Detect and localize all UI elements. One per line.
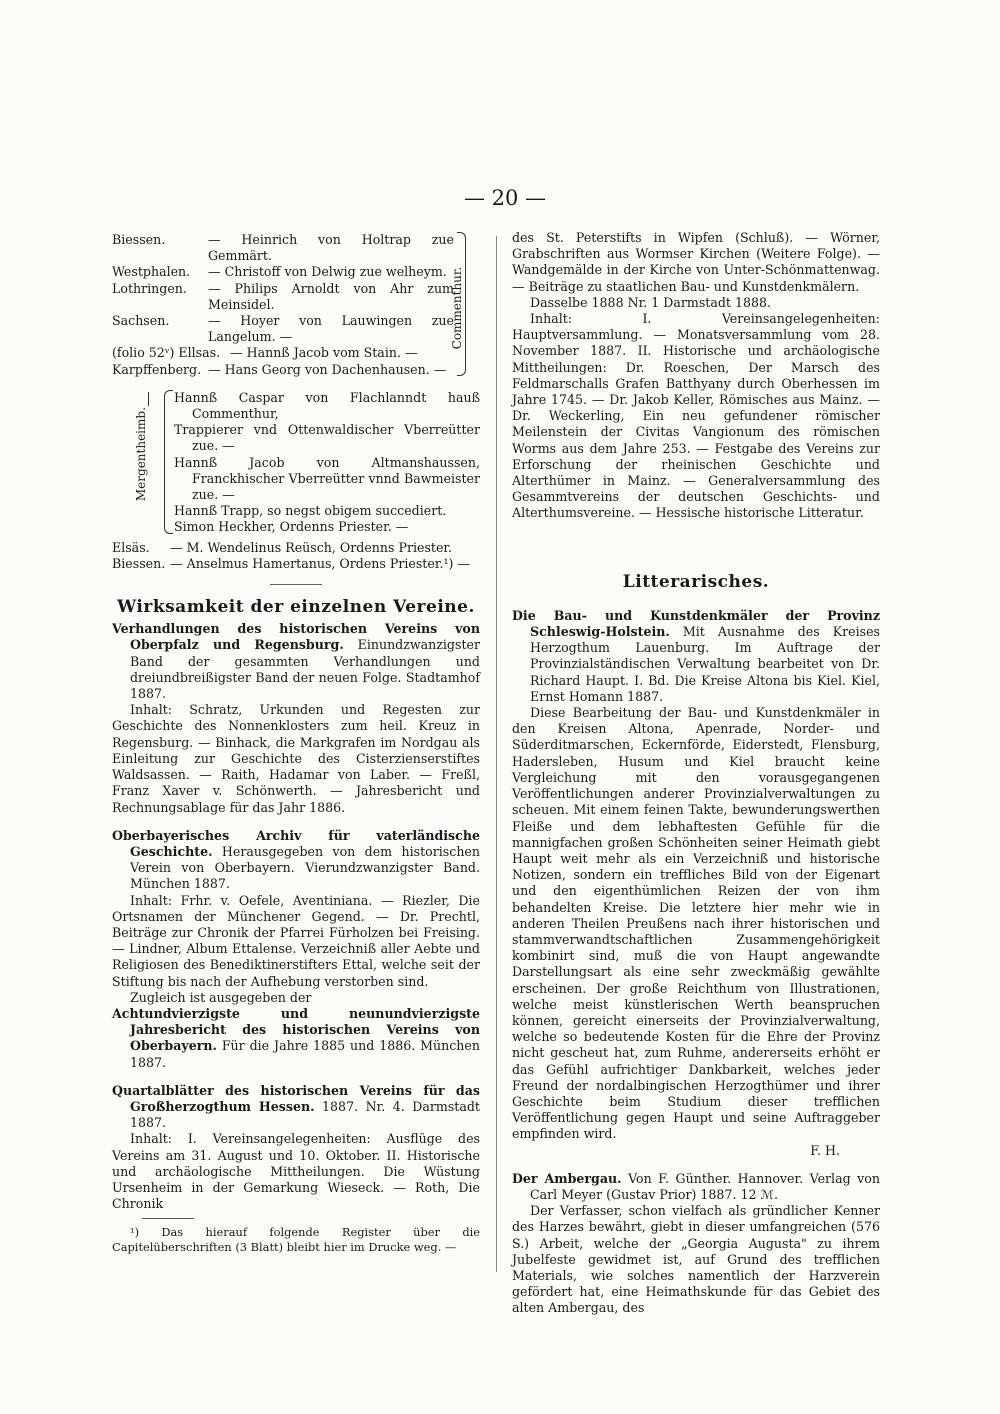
section-title: Wirksamkeit der einzelnen Vereine. [117,597,475,618]
page-number: — 20 — [463,186,547,210]
brace-left [164,390,173,534]
entry-inhalt: Inhalt: I. Vereinsangelegenheiten: Ausflüge des Vereins am 31. August und 10. Oktober. II. Historische und archäologische Mittheilungen. Die Wüstung Ursenheim in der Gemarkung Wieseck. — Roth, Die Chronik [112,1131,480,1212]
list-item: Biessen. — Anselmus Hamertanus, Ordens Priester.¹) — [112,555,471,571]
list-item: Biessen. — Heinrich von Holtrap zue Gemmärt. [112,232,454,264]
list-item: Lothringen. — Philips Arnoldt von Ahr zum Meinsidel. [112,280,454,312]
review-text: Der Verfasser, schon vielfach als gründlicher Kenner des Harzes bewährt, giebt in dieser umfangreichen (576 S.) Arbeit, welche der „Georgia Augusta" zu ihrem Jubelfeste gewidmet ist, auf Grund des trefflichen Materials, wie solches namentlich der Harzverein gefördert hat, eine Heimathskunde für das Gebiet des alten Ambergau, des [512,1203,880,1316]
list-item: Hannß Caspar von Flachlanndt hauß Commenthur, [174,389,480,422]
entry-note: Zugleich ist ausgegeben der [130,989,312,1005]
list-item: Karpffenberg. — Hans Georg von Dachenhausen. — [112,361,447,377]
list-item: Hannß Trapp, so negst obigem succediert. [174,503,447,519]
list-item: Sachsen. — Hoyer von Lauwingen zue Langelum. — [112,313,454,345]
section-title: Litterarisches. [622,571,770,592]
entry-oberbayerisches-archiv: Oberbayerisches Archiv für vaterländische Geschichte. Herausgegeben von dem historischen Verein von Oberbayern. Vierundzwanzigster Band. München 1887. [112,827,480,892]
review-bau-kunstdenkmaeler: Die Bau- und Kunstdenkmäler der Provinz Schleswig-Holstein. Mit Ausnahme des Kreises Herzogthum Lauenburg. Im Auftrage der Provinzialständischen Verwaltung bearbeitet von Dr. Richard Haupt. I. Bd. Die Kreise Altona bis Kiel. Kiel, Ernst Homann 1887. [512,607,880,704]
entry-inhalt: Inhalt: I. Vereinsangelegenheiten: Hauptversammlung. — Monatsversammlung vom 28. November 1887. II. Historische und archäologische Mittheilungen: Dr. Roeschen, Der Marsch des Feldmarschalls Grafen Batthyany durch Oberhessen im Jahre 1745. — Dr. Jakob Keller, Römisches aus Mainz. — Dr. Weckerling, Ein neu gefundener römischer Meilenstein der Civitas Vangionum des römischen Worms aus dem Jahre 253. — Festgabe des Vereins zur Erforschung der rheinischen Geschichte und Alterthümer in Mainz. — Generalversammlung des Gesammtvereins der deutschen Geschichts- und Alterthumsvereine. — Hessische historische Litteratur. [512,311,880,521]
column-divider [496,236,497,1272]
mergentheim-list [112,390,480,536]
entry-inhalt: Inhalt: Schratz, Urkunden und Regesten zur Geschichte des Nonnenklosters zum heil. Kreuz in Regensburg. — Binhack, die Markgrafen im Nordgau als Einleitung zur Geschichte des Cisterzienserstiftes Waldsassen. — Raith, Hadamar von Laber. — Freßl, Franz Xaver v. Schönwerth. — Jahresbericht und Rechnungsablage für das Jahr 1886. [112,702,480,815]
review-text: Diese Bearbeitung der Bau- und Kunstdenkmäler in den Kreisen Altona, Apenrade, Norder- und Süderditmarschen, Eckernförde, Eiderstedt, Flensburg, Hadersleben, Husum und Kiel braucht keine Vergleichung mit den vorausgegangenen Veröffentlichungen anderer Provinzialverwaltungen zu scheuen. Mit einem feinen Takte, bewunderungswerthen Fleiße und dem lebhaftesten Gefühle für die mannigfachen großen Schönheiten seiner Heimath giebt Haupt weit mehr als ein Verzeichniß und historische Notizen, sondern ein treffliches Bild von der Eigenart und den eigenthümlichen Reizen der von ihm behandelten Kreise. Die letztere hier mehr wie in anderen Theilen Preußens nach ihrer historischen und stammverwandtschaftlichen Zusammengehörigkeit kombinirt sind, muß die von Haupt angewandte Darstellungsart als eine sehr zweckmäßig gewählte erscheinen. Der große Reichthum von Illustrationen, welche meist künstlerischen Werth beanspruchen können, gereicht einerseits der Provinzialverwaltung, welche so bedeutende Kosten für die Ehre der Provinz nicht gescheut hat, zum Ruhme, andererseits erhöht er das Gefühl aufrichtiger Dankbarkeit, welches jeder Freund der nordalbingischen Herzogthümer und ihrer Geschichte beim Studium dieser trefflichen Veröffentlichung gegen Haupt und seine Auftraggeber empfinden wird. [512,705,880,1142]
footnote-rule [142,1218,194,1219]
list-item: (folio 52ᵛ) Ellsas. — Hannß Jacob vom Stain. — [112,345,418,361]
list-item: Simon Heckher, Ordenns Priester. — [174,519,409,535]
brace-tick [148,392,149,406]
separator-rule [270,584,322,585]
continued-text: des St. Peterstifts in Wipfen (Schluß). — Wörner, Grabschriften aus Wormser Kirchen (Weitere Folge). — Wandgemälde in der Kirche von Unter-Schönmattenwag. — Beiträge zu staatlichen Bau- und Kunstdenkmälern. [512,230,880,294]
footnote: ¹) Das hierauf folgende Register über die Capitelüberschriften (3 Blatt) bleibt hier im Drucke weg. — [112,1225,480,1254]
entry-inhalt: Inhalt: Frhr. v. Oefele, Aventiniana. — Riezler, Die Ortsnamen der Münchener Gegend. — Dr. Prechtl, Beiträge zur Chronik der Pfarrei Fürholzen bei Freising. — Lindner, Album Ettalense. Verzeichniß aller Aebte und Religiosen des Benediktinerstifters Ettal, welche seit der Stiftung bis nach der Aufhebung verstorben sind. [112,892,480,989]
list-item: Elsäs. — M. Wendelinus Reüsch, Ordenns Priester. [112,539,453,555]
review-ambergau: Der Ambergau. Von F. Günther. Hannover. Verlag von Carl Meyer (Gustav Prior) 1887. 12 ℳ. [512,1170,880,1202]
review-signature: F. H. [810,1142,840,1158]
entry-verhandlungen: Verhandlungen des historischen Vereins von Oberpfalz und Regensburg. Einundzwanzigster Band der gesammten Verhandlungen und dreiundbreißigster Band der neuen Folge. Stadtamhof 1887. [112,621,480,702]
mergentheim-label: Mergentheimb. [133,406,148,501]
list-item: Trappierer vnd Ottenwaldischer Vberreütter zue. — [174,422,480,454]
entry-quartalblaetter: Quartalblätter des historischen Vereins für das Großherzogthum Hessen. 1887. Nr. 4. Darmstadt 1887. [112,1082,480,1131]
right-column [512,230,880,1317]
entry-dasselbe: Dasselbe 1888 Nr. 1 Darmstadt 1888. [530,294,772,310]
left-column [112,232,480,1255]
list-item: Westphalen. — Christoff von Delwig zue welheym. [112,264,447,280]
entry-jahresbericht: Achtundvierzigste und neunundvierzigste Jahresbericht des historischen Vereins von Oberbayern. Für die Jahre 1885 und 1886. München 1887. [112,1005,480,1070]
list-item: Hannß Jacob von Altmanshaussen, Franckhischer Vberreütter vnnd Bawmeister zue. — [174,454,480,503]
commenthur-list [112,232,480,378]
commenthur-label: Commenthur. [449,266,464,350]
